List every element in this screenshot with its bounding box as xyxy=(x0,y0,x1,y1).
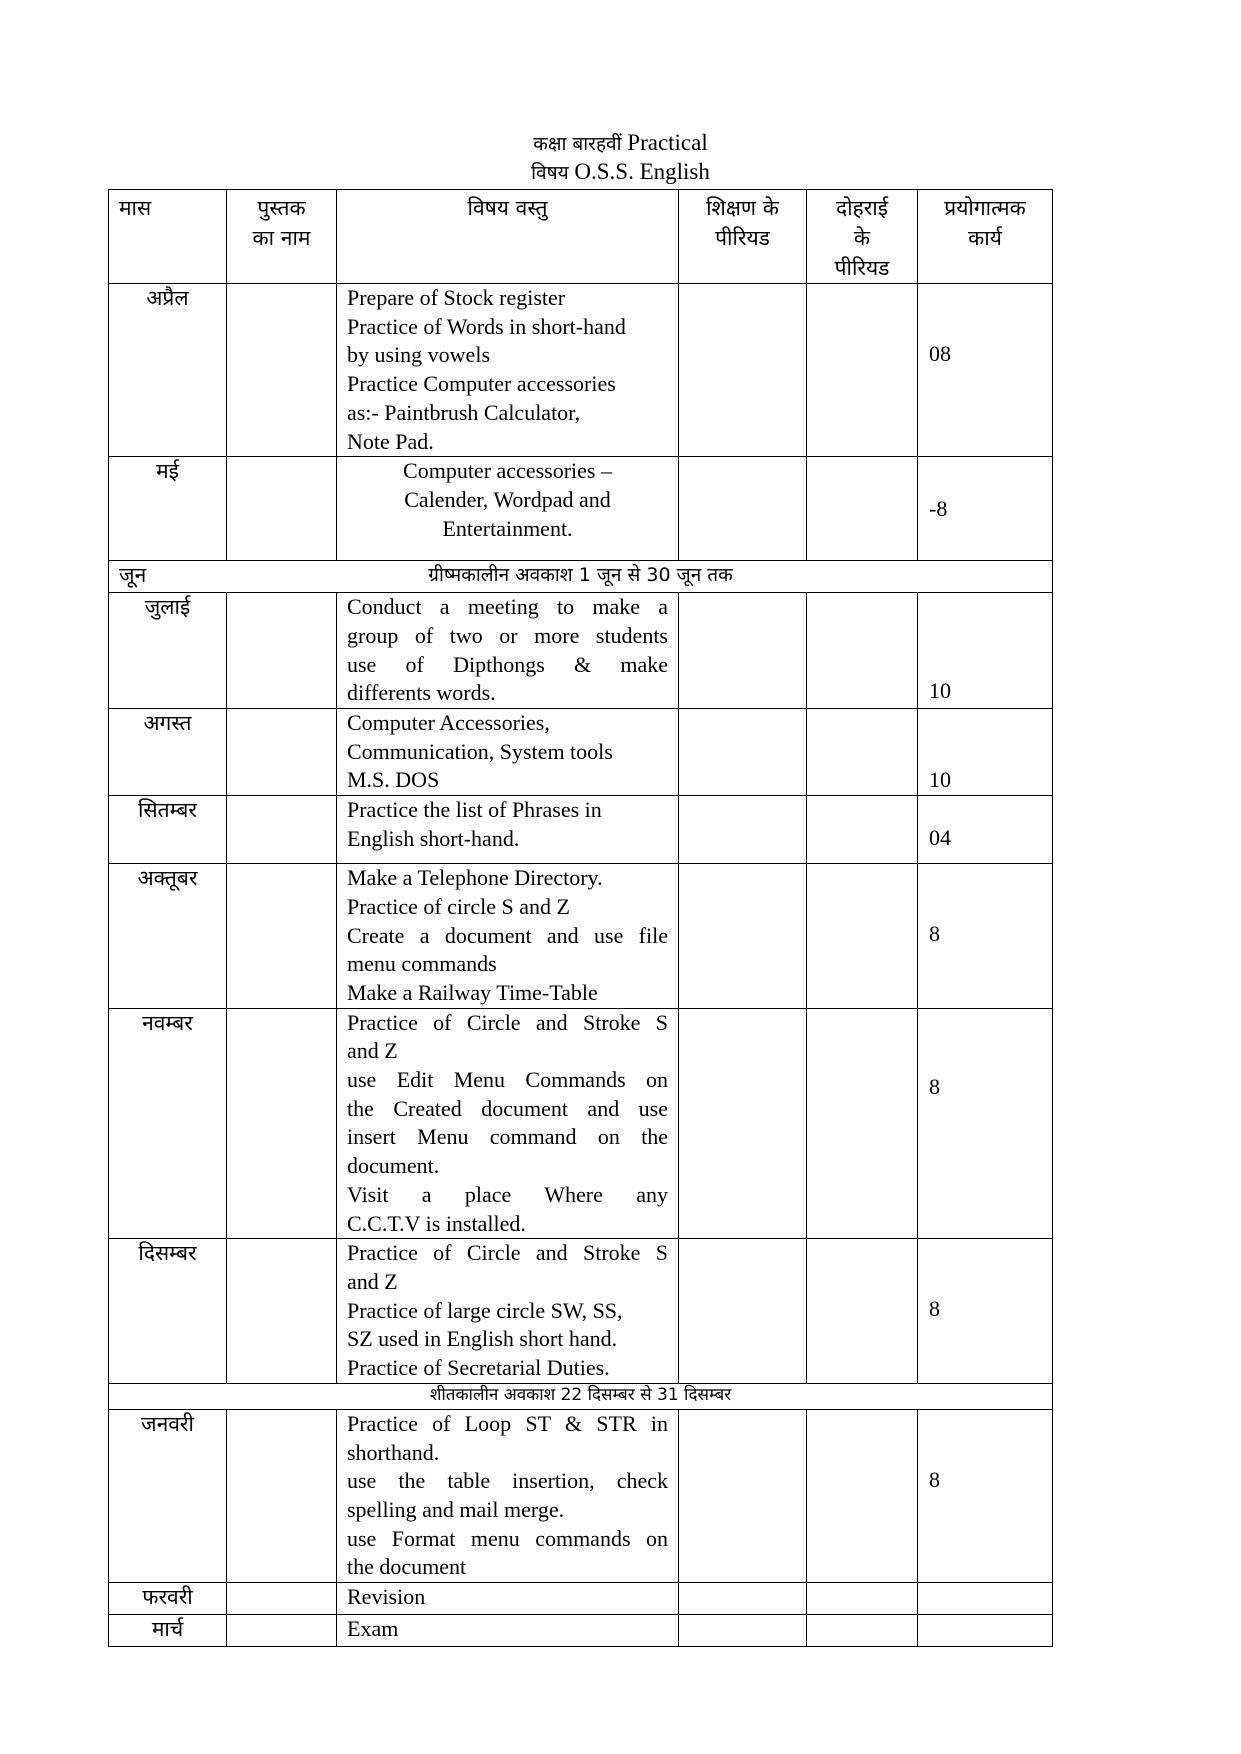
content-cell: Make a Telephone Directory. Practice of circle S and Z Create a document and use file menu commands Make a Railway Time-Table xyxy=(337,864,679,1009)
month-cell: दिसम्बर xyxy=(109,1239,227,1384)
document-title-class xyxy=(0,129,1241,158)
content-cell: Computer Accessories, Communication, System tools M.S. DOS xyxy=(337,709,679,796)
teaching-cell xyxy=(679,864,807,1009)
revision-cell xyxy=(807,1583,918,1615)
teaching-cell xyxy=(679,593,807,709)
teaching-cell xyxy=(679,709,807,796)
month-cell: फरवरी xyxy=(109,1583,227,1615)
month-cell: जुलाई xyxy=(109,593,227,709)
work-cell: -8 xyxy=(918,457,1053,561)
work-cell xyxy=(918,1583,1053,1615)
month-cell: नवम्बर xyxy=(109,1008,227,1239)
table-row-september xyxy=(109,796,1053,864)
month-cell: सितम्बर xyxy=(109,796,227,864)
month-cell: जनवरी xyxy=(109,1409,227,1582)
content-cell: Practice of Circle and Stroke S and Z Practice of large circle SW, SS, SZ used in English short hand. Practice of Secretarial Duties. xyxy=(337,1239,679,1384)
work-cell: 04 xyxy=(918,796,1053,864)
summer-vacation-text: ग्रीष्मकालीन अवकाश 1 जून से 30 जून तक xyxy=(428,564,733,587)
winter-vacation-cell: शीतकालीन अवकाश 22 दिसम्बर से 31 दिसम्बर xyxy=(109,1383,1053,1409)
table-row-april xyxy=(109,284,1053,457)
revision-cell xyxy=(807,593,918,709)
book-cell xyxy=(227,457,337,561)
book-cell xyxy=(227,1583,337,1615)
table-row-december xyxy=(109,1239,1053,1384)
title-class-english: Practical xyxy=(627,130,708,155)
revision-cell xyxy=(807,284,918,457)
book-cell xyxy=(227,1615,337,1647)
revision-cell xyxy=(807,1615,918,1647)
header-revision-periods: दोहराई के पीरियड xyxy=(807,190,918,284)
header-book: पुस्तक का नाम xyxy=(227,190,337,284)
teaching-cell xyxy=(679,1008,807,1239)
header-content: विषय वस्तु xyxy=(337,190,679,284)
teaching-cell xyxy=(679,457,807,561)
revision-cell xyxy=(807,1239,918,1384)
book-cell xyxy=(227,1008,337,1239)
table-row-january xyxy=(109,1409,1053,1582)
book-cell xyxy=(227,864,337,1009)
table-row-june-holiday xyxy=(109,561,1053,593)
content-cell: Practice of Circle and Stroke S and Z use Edit Menu Commands on the Created document and use insert Menu command on the document. Visit a place Where any C.C.T.V is installed. xyxy=(337,1008,679,1239)
book-cell xyxy=(227,284,337,457)
book-cell xyxy=(227,796,337,864)
revision-cell xyxy=(807,796,918,864)
content-cell: Revision xyxy=(337,1583,679,1615)
table-row-winter-holiday xyxy=(109,1383,1053,1409)
table-row-november xyxy=(109,1008,1053,1239)
teaching-cell xyxy=(679,1239,807,1384)
teaching-cell xyxy=(679,796,807,864)
work-cell: 8 xyxy=(918,1239,1053,1384)
content-cell: Conduct a meeting to make a group of two or more students use of Dipthongs & make differents words. xyxy=(337,593,679,709)
work-cell: 8 xyxy=(918,1008,1053,1239)
book-cell xyxy=(227,593,337,709)
table-row-february xyxy=(109,1583,1053,1615)
summer-vacation-cell xyxy=(109,561,1053,593)
document-title-subject xyxy=(0,158,1241,187)
table-row-march xyxy=(109,1615,1053,1647)
content-cell: Practice the list of Phrases in English short-hand. xyxy=(337,796,679,864)
revision-cell xyxy=(807,1008,918,1239)
month-cell: अप्रैल xyxy=(109,284,227,457)
month-cell: मार्च xyxy=(109,1615,227,1647)
content-cell: Practice of Loop ST & STR in shorthand. use the table insertion, check spelling and mail merge. use Format menu commands on the document xyxy=(337,1409,679,1582)
table-row-october xyxy=(109,864,1053,1009)
book-cell xyxy=(227,1409,337,1582)
revision-cell xyxy=(807,864,918,1009)
month-cell: मई xyxy=(109,457,227,561)
teaching-cell xyxy=(679,1583,807,1615)
revision-cell xyxy=(807,709,918,796)
table-header-row xyxy=(109,190,1053,284)
revision-cell xyxy=(807,457,918,561)
teaching-cell xyxy=(679,1615,807,1647)
header-month: मास xyxy=(109,190,227,284)
header-teaching-periods: शिक्षण के पीरियड xyxy=(679,190,807,284)
header-practical-work: प्रयोगात्मक कार्य xyxy=(918,190,1053,284)
table-row-july xyxy=(109,593,1053,709)
teaching-cell xyxy=(679,284,807,457)
title-class-hindi: कक्षा बारहवीं xyxy=(533,133,622,155)
revision-cell xyxy=(807,1409,918,1582)
content-cell: Prepare of Stock register Practice of Words in short-hand by using vowels Practice Computer accessories as:- Paintbrush Calculator, Note Pad. xyxy=(337,284,679,457)
table-row-august xyxy=(109,709,1053,796)
month-label-june: जून xyxy=(119,563,147,588)
month-cell: अगस्त xyxy=(109,709,227,796)
title-subject-english: O.S.S. English xyxy=(574,159,710,184)
title-subject-hindi: विषय xyxy=(531,162,569,184)
teaching-cell xyxy=(679,1409,807,1582)
work-cell: 8 xyxy=(918,864,1053,1009)
book-cell xyxy=(227,709,337,796)
work-cell xyxy=(918,1615,1053,1647)
syllabus-table xyxy=(108,189,1053,1647)
work-cell: 10 xyxy=(918,709,1053,796)
book-cell xyxy=(227,1239,337,1384)
work-cell: 8 xyxy=(918,1409,1053,1582)
month-cell: अक्तूबर xyxy=(109,864,227,1009)
table-row-may xyxy=(109,457,1053,561)
work-cell: 10 xyxy=(918,593,1053,709)
content-cell: Computer accessories – Calender, Wordpad and Entertainment. xyxy=(337,457,679,561)
content-cell: Exam xyxy=(337,1615,679,1647)
work-cell: 08 xyxy=(918,284,1053,457)
